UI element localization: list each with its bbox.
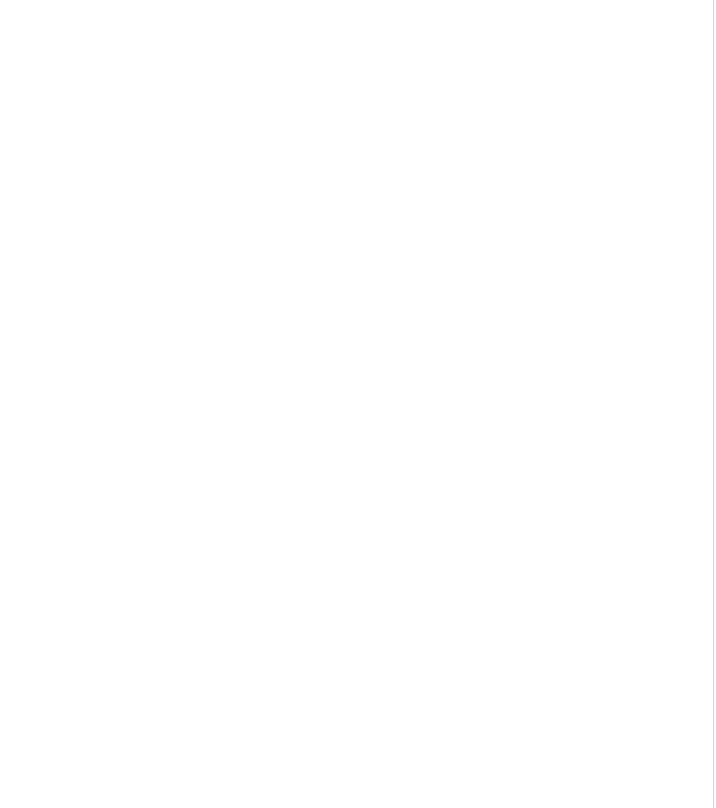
section-title — [82, 38, 634, 66]
page-edge-rule — [713, 0, 714, 808]
section-spacer — [82, 9, 634, 35]
document-page — [82, 9, 634, 69]
